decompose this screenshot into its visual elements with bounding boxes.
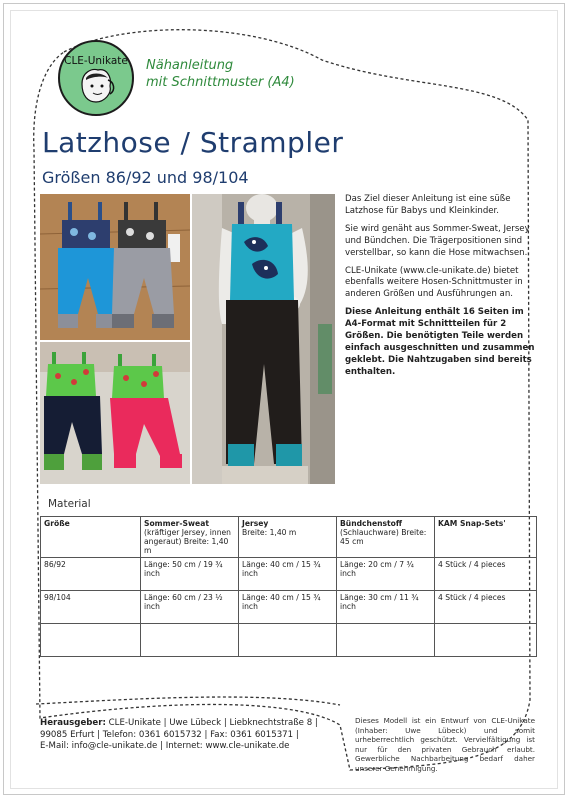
description-text bbox=[345, 194, 535, 385]
table-cell: Länge: 40 cm / 15 ¾ inch bbox=[239, 558, 337, 591]
table-cell bbox=[239, 624, 337, 657]
table-cell: 86/92 bbox=[41, 558, 141, 591]
material-table bbox=[40, 516, 537, 657]
table-row bbox=[41, 624, 537, 657]
photo-dungaree-on-mannequin bbox=[192, 194, 335, 484]
photo-dungarees-blue-grey bbox=[40, 194, 190, 340]
baby-face-icon bbox=[60, 42, 132, 114]
header-buendchenstoff: Bündchenstoff (Schlauchware) Breite: 45 cm bbox=[337, 517, 435, 558]
description-paragraph-2: Sie wird genäht aus Sommer-Sweat, Jersey und Bündchen. Die Trägerpositionen sind verstellbar, so kann die Hose mitwachsen. bbox=[345, 223, 530, 258]
description-paragraph-1: Das Ziel dieser Anleitung ist eine süße Latzhose für Babys und Kleinkinder. bbox=[345, 194, 511, 216]
description-paragraph-4: Diese Anleitung enthält 16 Seiten im A4-Format mit Schnittteilen für 2 Größen. Die benötigten Teile werden einfach ausgeschnitten und zusammen geklebt. Die Nahtzugaben sind bereits enthalten. bbox=[345, 307, 535, 377]
header-kam-snaps: KAM Snap-Sets' bbox=[435, 517, 537, 558]
header-line-2: mit Schnittmuster (A4) bbox=[146, 75, 295, 90]
publisher-line-1: Herausgeber: CLE-Unikate | Uwe Lübeck | Liebknechtstraße 8 | bbox=[40, 718, 318, 728]
table-cell bbox=[435, 624, 537, 657]
publisher-line-3: E-Mail: info@cle-unikate.de | Internet: www.cle-unikate.de bbox=[40, 741, 290, 751]
cle-unikate-logo bbox=[58, 40, 134, 116]
publisher-info bbox=[40, 718, 335, 753]
table-cell: 98/104 bbox=[41, 591, 141, 624]
table-row bbox=[41, 558, 537, 591]
table-row bbox=[41, 591, 537, 624]
table-cell: Länge: 20 cm / 7 ¾ inch bbox=[337, 558, 435, 591]
table-cell: 4 Stück / 4 pieces bbox=[435, 591, 537, 624]
header-sommer-sweat: Sommer-Sweat (kräftiger Jersey, innen angeraut) Breite: 1,40 m bbox=[141, 517, 239, 558]
table-cell bbox=[41, 624, 141, 657]
photo-dungarees-navy-pink bbox=[40, 342, 190, 484]
table-cell: 4 Stück / 4 pieces bbox=[435, 558, 537, 591]
table-cell: Länge: 60 cm / 23 ½ inch bbox=[141, 591, 239, 624]
table-cell: Länge: 40 cm / 15 ¾ inch bbox=[239, 591, 337, 624]
table-cell: Länge: 50 cm / 19 ¾ inch bbox=[141, 558, 239, 591]
description-paragraph-3: CLE-Unikate (www.cle-unikate.de) bietet ebenfalls weitere Hosen-Schnittmuster in anderen Größen und Ausführungen an. bbox=[345, 265, 523, 300]
table-cell bbox=[337, 624, 435, 657]
header-size: Größe bbox=[41, 517, 141, 558]
table-header-row bbox=[41, 517, 537, 558]
logo-text: CLE-Unikate bbox=[64, 55, 128, 67]
table-cell: Länge: 30 cm / 11 ¾ inch bbox=[337, 591, 435, 624]
header-jersey: Jersey Breite: 1,40 m bbox=[239, 517, 337, 558]
page-title: Latzhose / Strampler bbox=[42, 126, 344, 159]
page-subtitle: Größen 86/92 und 98/104 bbox=[42, 168, 249, 187]
table-cell bbox=[141, 624, 239, 657]
copyright-notice: Dieses Modell ist ein Entwurf von CLE-Unikate (Inhaber: Uwe Lübeck) und somit urheberrechtlich geschützt. Vervielfältigung ist nur für den privaten Gebrauch erlaubt. Gewerbliche Nachbarbeitung bedarf daher unserer Genehmigung. bbox=[355, 716, 535, 773]
publisher-line-2: 99085 Erfurt | Telefon: 0361 6015732 | Fax: 0361 6015371 | bbox=[40, 729, 299, 740]
material-label: Material bbox=[48, 498, 91, 510]
header-line-1: Nähanleitung bbox=[146, 58, 234, 73]
publisher-label: Herausgeber: bbox=[40, 718, 106, 728]
